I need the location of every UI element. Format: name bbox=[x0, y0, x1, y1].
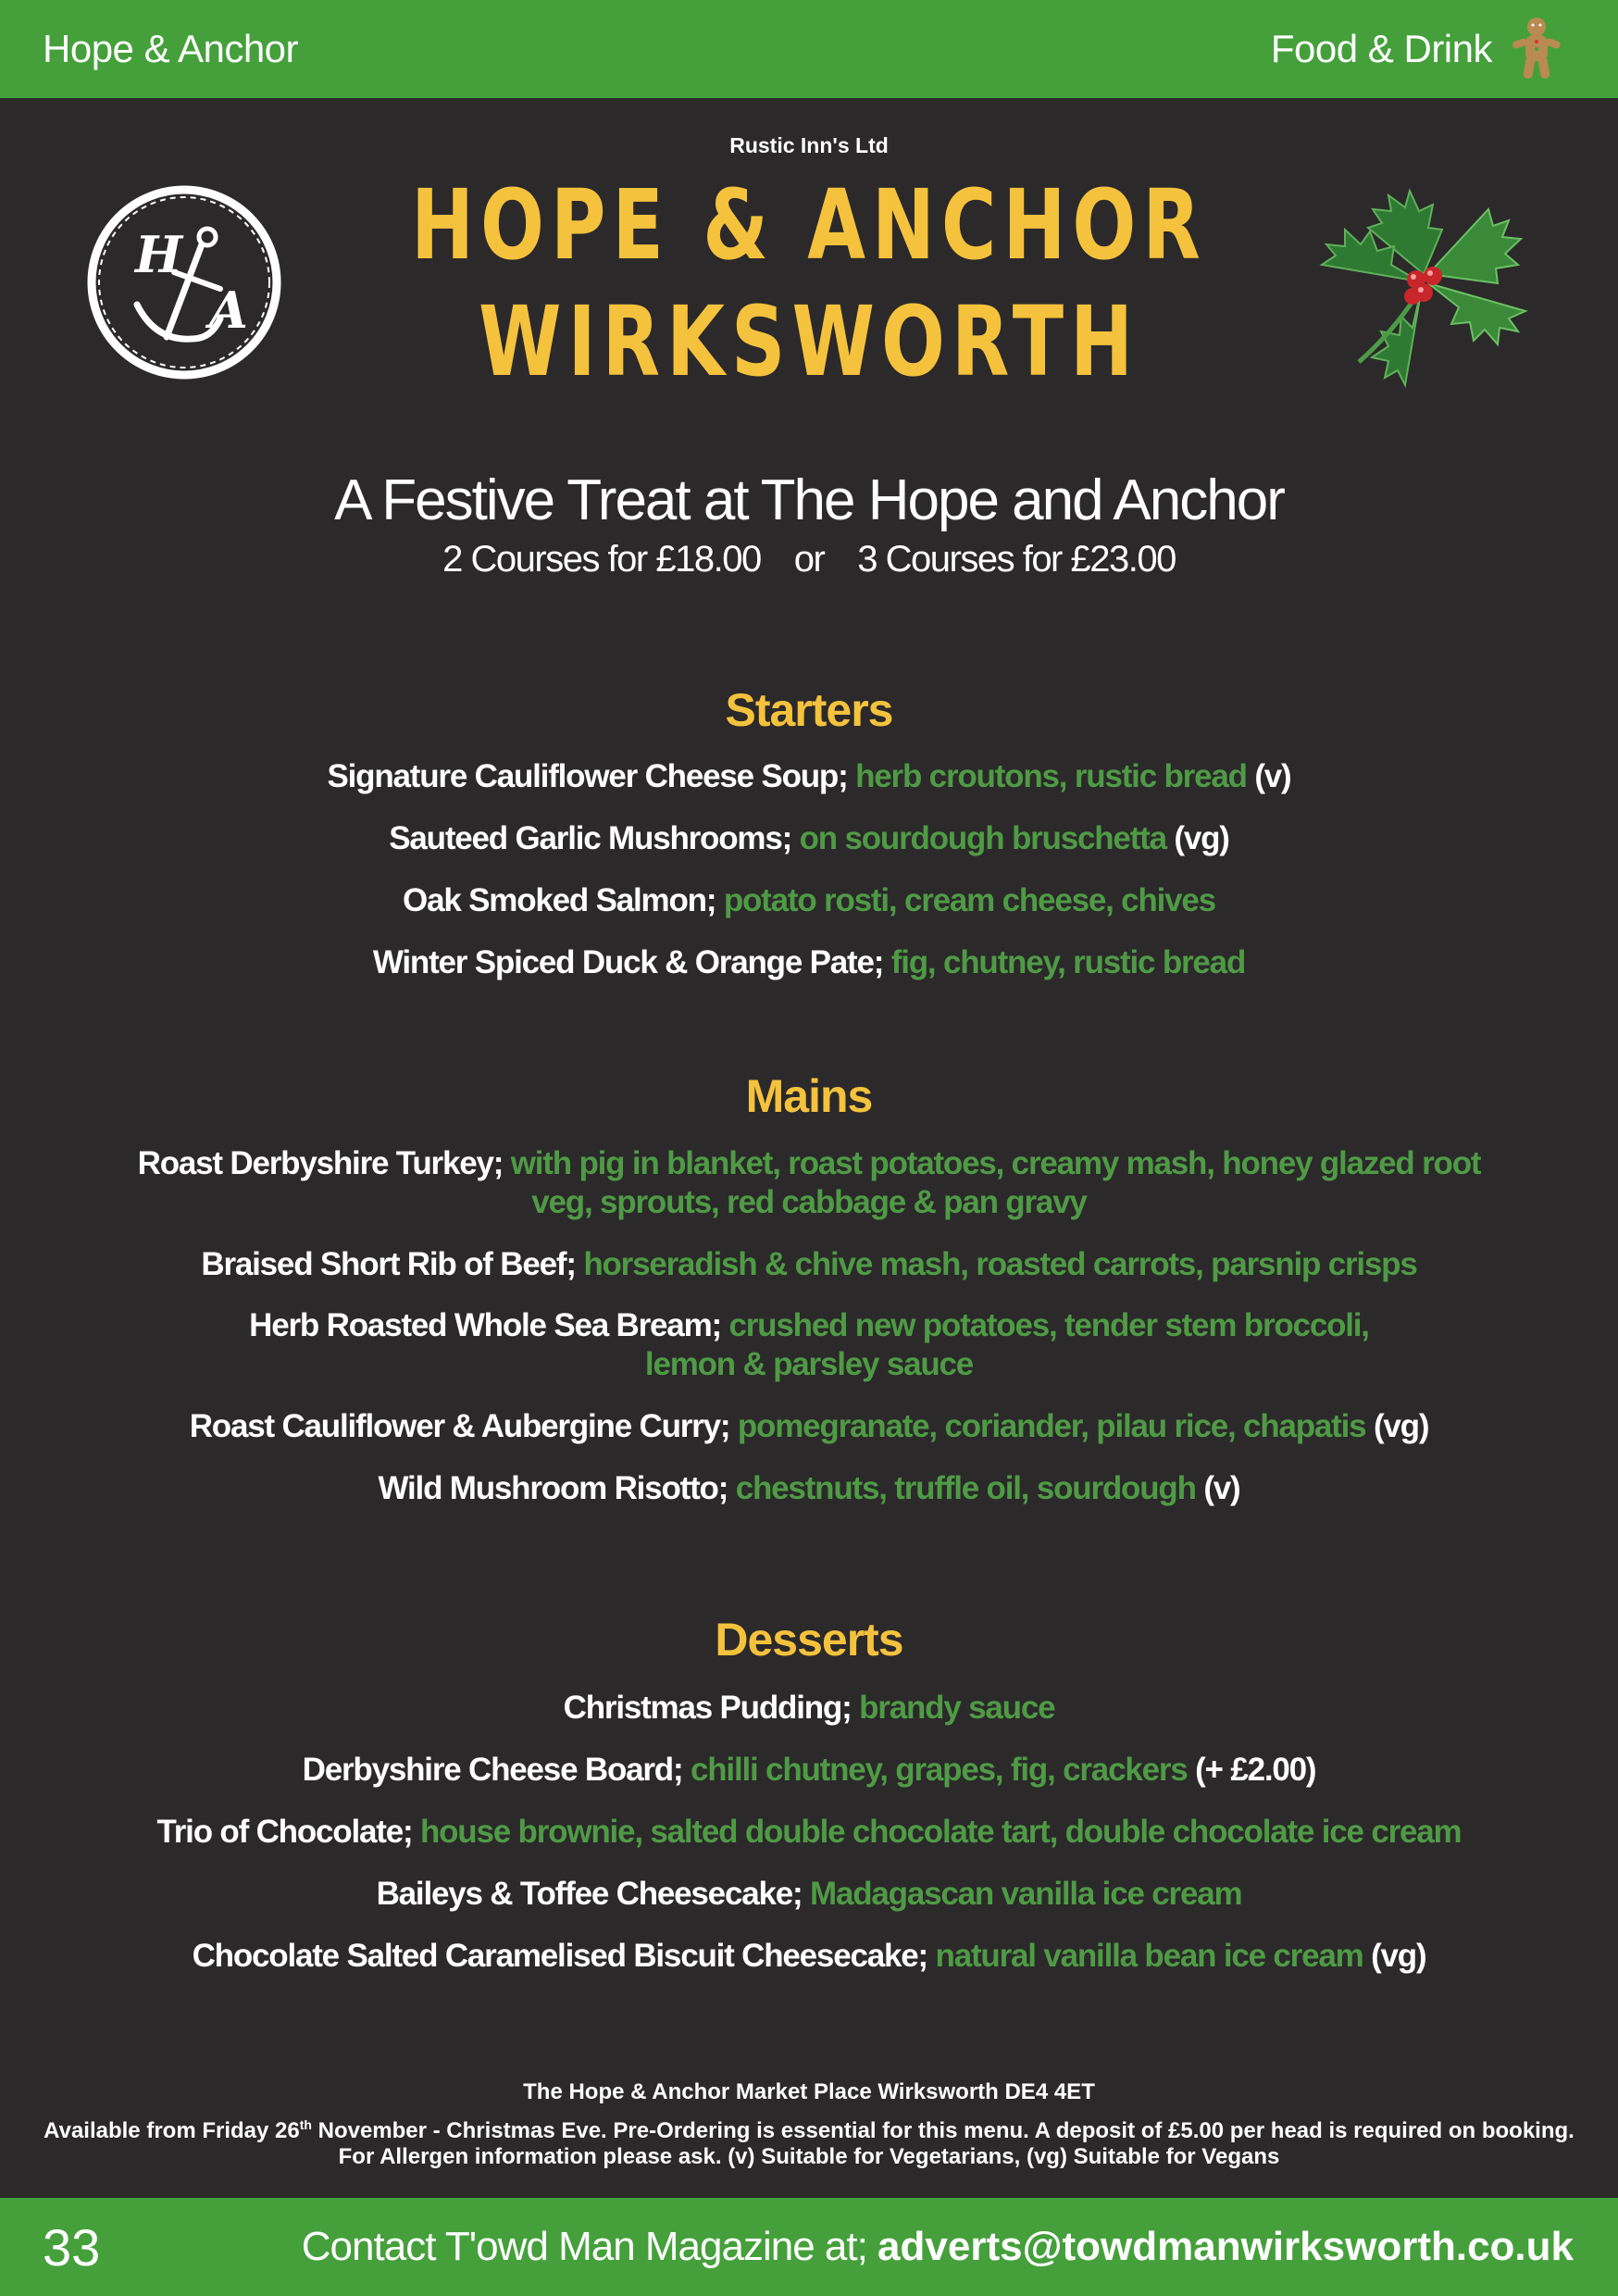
dish-name: Signature Cauliflower Cheese Soup; bbox=[327, 758, 848, 794]
dish-description: herb croutons, rustic bread bbox=[855, 758, 1247, 794]
menu-item bbox=[37, 1407, 1581, 1446]
starters-heading: Starters bbox=[725, 684, 893, 736]
page-number: 33 bbox=[43, 2217, 101, 2277]
dish-name: Sauteed Garlic Mushrooms; bbox=[389, 820, 792, 856]
dish-description: on sourdough bruschetta bbox=[799, 820, 1166, 856]
dish-description: with pig in blanket, roast potatoes, creamy mash, honey glazed root bbox=[510, 1145, 1481, 1181]
desserts-heading: Desserts bbox=[715, 1614, 903, 1666]
price-separator: or bbox=[793, 539, 825, 580]
dietary-tag: (vg) bbox=[1174, 820, 1229, 856]
menu-item bbox=[37, 819, 1581, 858]
dish-name: Chocolate Salted Caramelised Biscuit Cheesecake; bbox=[192, 1938, 927, 1974]
menu-item bbox=[37, 943, 1581, 982]
venue-address: The Hope & Anchor Market Place Wirksworth DE4 4ET bbox=[523, 2079, 1095, 2104]
logo-letter-a: A bbox=[209, 281, 248, 340]
publication-section-right: Food & Drink bbox=[1270, 27, 1492, 70]
dish-name: Wild Mushroom Risotto; bbox=[378, 1470, 728, 1506]
dish-description: natural vanilla bean ice cream bbox=[935, 1938, 1363, 1974]
dietary-tag: (vg) bbox=[1373, 1408, 1429, 1444]
dish-name: Winter Spiced Duck & Orange Pate; bbox=[372, 944, 884, 980]
menu-item bbox=[37, 1689, 1581, 1728]
offer-headline: A Festive Treat at The Hope and Anchor bbox=[334, 468, 1284, 532]
menu-item bbox=[37, 1875, 1581, 1914]
dish-name: Oak Smoked Salmon; bbox=[403, 882, 716, 918]
ordinal-suffix: th bbox=[299, 2117, 312, 2132]
dish-name: Roast Derbyshire Turkey; bbox=[137, 1145, 504, 1181]
mains-heading: Mains bbox=[745, 1070, 873, 1122]
menu-item bbox=[37, 1813, 1581, 1852]
price-supplement: (+ £2.00) bbox=[1195, 1752, 1316, 1788]
three-course-price: 3 Courses for £23.00 bbox=[857, 539, 1176, 580]
dish-description: Madagascan vanilla ice cream bbox=[810, 1876, 1242, 1912]
menu-item bbox=[37, 1469, 1581, 1508]
menu-item bbox=[37, 1751, 1581, 1790]
dish-description: pomegranate, coriander, pilau rice, chapatis bbox=[737, 1408, 1366, 1444]
dish-name: Herb Roasted Whole Sea Bream; bbox=[249, 1307, 721, 1343]
dish-name: Trio of Chocolate; bbox=[156, 1814, 413, 1850]
dish-name: Braised Short Rib of Beef; bbox=[201, 1246, 576, 1282]
allergen-note: For Allergen information please ask. (v) Suitable for Vegetarians, (vg) Suitable for Vegans bbox=[338, 2144, 1280, 2169]
contact-prefix: Contact T'owd Man Magazine at; bbox=[301, 2224, 867, 2269]
dish-description: house brownie, salted double chocolate tart, double chocolate ice cream bbox=[419, 1814, 1462, 1850]
masthead bbox=[0, 98, 1618, 404]
logo-letter-h: H bbox=[135, 225, 183, 284]
top-bar bbox=[0, 0, 1618, 98]
menu-item bbox=[37, 1144, 1581, 1222]
availability-start: Available from Friday 26 bbox=[44, 2118, 300, 2143]
menu-item bbox=[37, 757, 1581, 796]
dish-description: horseradish & chive mash, roasted carrots, parsnip crisps bbox=[583, 1246, 1417, 1282]
dietary-tag: (v) bbox=[1254, 758, 1291, 794]
dish-description-continued: veg, sprouts, red cabbage & pan gravy bbox=[531, 1184, 1087, 1220]
dish-description: potato rosti, cream cheese, chives bbox=[723, 882, 1215, 918]
dietary-tag: (v) bbox=[1203, 1470, 1240, 1506]
menu-item bbox=[37, 1937, 1581, 1976]
menu-item bbox=[37, 881, 1581, 920]
offer-prices bbox=[0, 539, 1618, 580]
top-bar-right bbox=[1271, 16, 1562, 82]
dish-description: chilli chutney, grapes, fig, crackers bbox=[690, 1752, 1188, 1788]
dish-name: Christmas Pudding; bbox=[563, 1690, 852, 1726]
two-course-price: 2 Courses for £18.00 bbox=[442, 539, 761, 580]
contact-email-link[interactable]: adverts@towdmanwirksworth.co.uk bbox=[877, 2224, 1574, 2269]
publication-section-left: Hope & Anchor bbox=[43, 27, 299, 70]
holly-icon bbox=[1303, 172, 1544, 394]
dish-name: Roast Cauliflower & Aubergine Curry; bbox=[189, 1408, 730, 1444]
company-name: Rustic Inn's Ltd bbox=[729, 133, 889, 157]
dish-description: crushed new potatoes, tender stem broccoli, bbox=[728, 1307, 1369, 1343]
dish-description-continued: lemon & parsley sauce bbox=[644, 1346, 974, 1382]
bottom-bar bbox=[0, 2198, 1618, 2296]
dish-description: brandy sauce bbox=[859, 1690, 1055, 1726]
availability-end: November - Christmas Eve. Pre-Ordering is essential for this menu. A deposit of £5.00 per head is required on booking. bbox=[311, 2118, 1574, 2143]
dish-name: Derbyshire Cheese Board; bbox=[302, 1752, 683, 1788]
contact-line bbox=[302, 2224, 1574, 2270]
menu-item bbox=[37, 1245, 1581, 1284]
menu-item bbox=[37, 1306, 1581, 1384]
dish-description: chestnuts, truffle oil, sourdough bbox=[735, 1470, 1196, 1506]
dish-description: fig, chutney, rustic bread bbox=[890, 944, 1246, 980]
dish-name: Baileys & Toffee Cheesecake; bbox=[376, 1876, 803, 1912]
dietary-tag: (vg) bbox=[1371, 1938, 1426, 1974]
title-line-1: HOPE & ANCHOR bbox=[411, 168, 1207, 281]
gingerbread-man-icon bbox=[1511, 16, 1562, 82]
title-line-2: WIRKSWORTH bbox=[478, 285, 1140, 398]
